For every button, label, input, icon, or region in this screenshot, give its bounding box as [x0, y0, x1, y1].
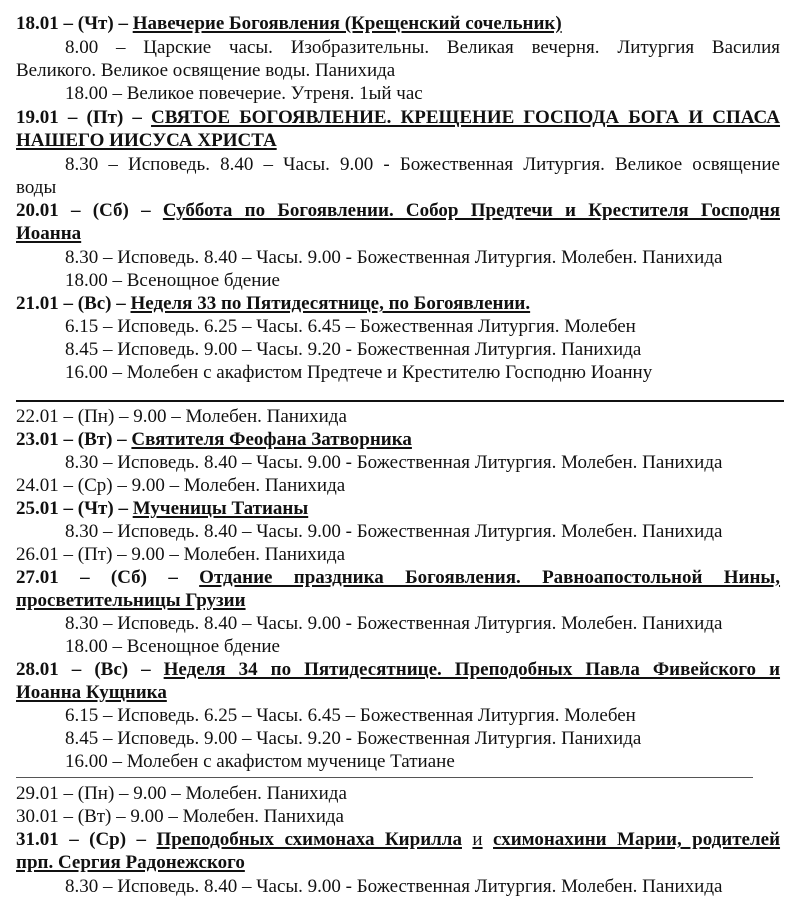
entry-service-cont: воды: [16, 177, 57, 198]
entry-19-01-heading: 19.01 – (Пт) – СВЯТОЕ БОГОЯВЛЕНИЕ. КРЕЩЕНИЕ ГОСПОДА БОГА И СПАСА: [16, 107, 781, 128]
entry-title: СВЯТОЕ БОГОЯВЛЕНИЕ. КРЕЩЕНИЕ ГОСПОДА БОГА И СПАСА: [151, 107, 781, 128]
entry-service: 8.30 – Исповедь. 8.40 – Часы. 9.00 - Божественная Литургия. Молебен. Панихида: [65, 452, 723, 473]
entry-21-01-heading: 21.01 – (Вс) – Неделя 33 по Пятидесятнице, по Богоявлении.: [16, 293, 531, 314]
entry-23-01-heading: 23.01 – (Вт) – Святителя Феофана Затворника: [16, 429, 412, 450]
entry-30-01: 30.01 – (Вт) – 9.00 – Молебен. Панихида: [16, 806, 344, 827]
entry-22-01: 22.01 – (Пн) – 9.00 – Молебен. Панихида: [16, 406, 347, 427]
entry-service-cont: Великого. Великое освящение воды. Панихида: [16, 60, 396, 81]
entry-service: 8.30 – Исповедь. 8.40 – Часы. 9.00 - Божественная Литургия. Великое освящение: [65, 154, 780, 175]
entry-service: 16.00 – Молебен с акафистом мученице Татиане: [65, 751, 455, 772]
entry-title-cont: НАШЕГО ИИСУСА ХРИСТА: [16, 130, 277, 151]
entry-31-01-heading: 31.01 – (Ср) – Преподобных схимонаха Кирилла и схимонахини Марии, родителей: [16, 829, 781, 850]
entry-service: 8.30 – Исповедь. 8.40 – Часы. 9.00 - Божественная Литургия. Молебен. Панихида: [65, 247, 723, 268]
entry-title: Отдание праздника Богоявления. Равноапостольной Нины,: [199, 567, 781, 588]
entry-title: Мученицы Татианы: [132, 498, 309, 519]
entry-service: 8.30 – Исповедь. 8.40 – Часы. 9.00 - Божественная Литургия. Молебен. Панихида: [65, 613, 723, 634]
entry-service: 8.30 – Исповедь. 8.40 – Часы. 9.00 - Божественная Литургия. Молебен. Панихида: [65, 521, 723, 542]
entry-service: 8.00 – Царские часы. Изобразительны. Великая вечерня. Литургия Василия: [65, 37, 780, 58]
entry-weekday: (Чт): [77, 13, 114, 34]
entry-service: 8.30 – Исповедь. 8.40 – Часы. 9.00 - Божественная Литургия. Молебен. Панихида: [65, 876, 723, 897]
entry-service: 6.15 – Исповедь. 6.25 – Часы. 6.45 – Божественная Литургия. Молебен: [65, 316, 636, 337]
week-divider-thin: [16, 777, 753, 778]
entry-service: 8.45 – Исповедь. 9.00 – Часы. 9.20 - Божественная Литургия. Панихида: [65, 339, 642, 360]
entry-service: 18.00 – Великое повечерие. Утреня. 1ый час: [65, 83, 423, 104]
entry-title-cont: просветительницы Грузии: [16, 590, 246, 611]
entry-title-cont: прп. Сергия Радонежского: [16, 852, 245, 873]
entry-title: Суббота по Богоявлении. Собор Предтечи и Крестителя Господня: [162, 200, 781, 221]
entry-service: 6.15 – Исповедь. 6.25 – Часы. 6.45 – Божественная Литургия. Молебен: [65, 705, 636, 726]
entry-24-01: 24.01 – (Ср) – 9.00 – Молебен. Панихида: [16, 475, 346, 496]
week-divider: [16, 400, 784, 402]
entry-27-01-heading: 27.01 – (Сб) – Отдание праздника Богоявления. Равноапостольной Нины,: [16, 567, 781, 588]
entry-26-01: 26.01 – (Пт) – 9.00 – Молебен. Панихида: [16, 544, 346, 565]
entry-title-cont: Иоанна Кущника: [16, 682, 167, 703]
entry-title: Неделя 33 по Пятидесятнице, по Богоявлении.: [130, 293, 531, 314]
entry-title: Неделя 34 по Пятидесятнице. Преподобных Павла Фивейского и: [163, 659, 781, 680]
entry-date: 18.01: [16, 13, 59, 34]
entry-title: Навечерие Богоявления (Крещенский сочельник): [132, 13, 562, 34]
entry-service: 16.00 – Молебен с акафистом Предтече и Крестителю Господню Иоанну: [65, 362, 653, 383]
entry-title-cont: Иоанна: [16, 223, 82, 244]
entry-28-01-heading: 28.01 – (Вс) – Неделя 34 по Пятидесятнице. Преподобных Павла Фивейского и: [16, 659, 781, 680]
entry-title: Преподобных схимонаха Кирилла: [156, 829, 462, 850]
entry-25-01-heading: 25.01 – (Чт) – Мученицы Татианы: [16, 498, 309, 519]
entry-title: Святителя Феофана Затворника: [131, 429, 412, 450]
entry-service: 18.00 – Всенощное бдение: [65, 636, 280, 657]
entry-service: 18.00 – Всенощное бдение: [65, 270, 280, 291]
entry-29-01: 29.01 – (Пн) – 9.00 – Молебен. Панихида: [16, 783, 347, 804]
entry-service: 8.45 – Исповедь. 9.00 – Часы. 9.20 - Божественная Литургия. Панихида: [65, 728, 642, 749]
entry-18-01-heading: 18.01 – (Чт) – Навечерие Богоявления (Крещенский сочельник): [16, 13, 562, 34]
entry-20-01-heading: 20.01 – (Сб) – Суббота по Богоявлении. Собор Предтечи и Крестителя Господня: [16, 200, 781, 221]
